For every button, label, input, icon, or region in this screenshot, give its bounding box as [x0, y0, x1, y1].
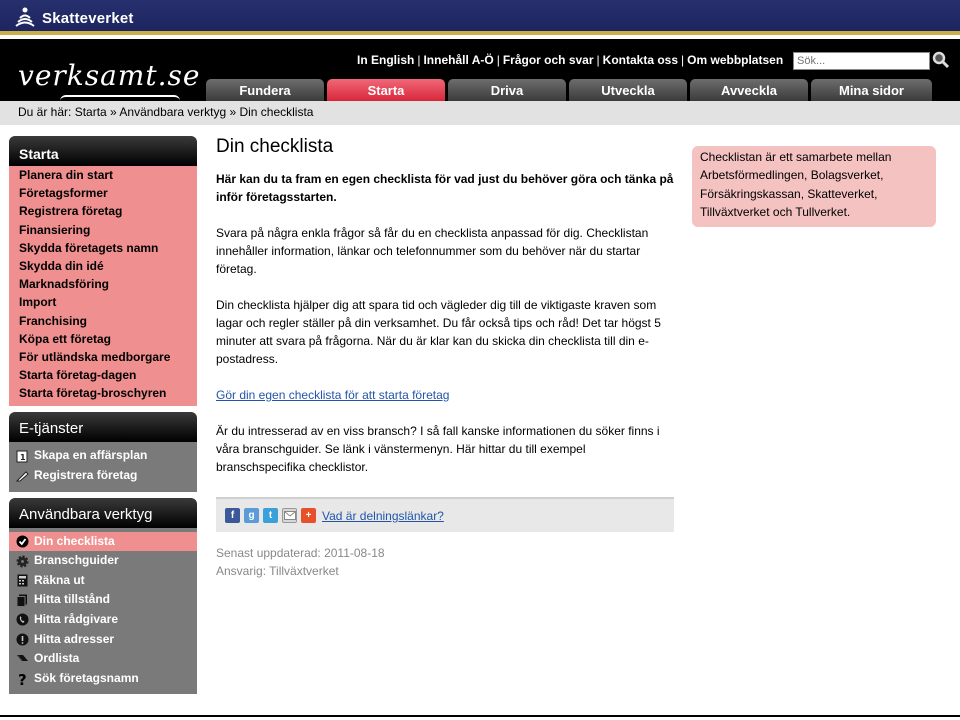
share-bar	[216, 497, 674, 532]
plus-share-icon[interactable]: +	[301, 508, 316, 523]
etjanster-menu-list	[9, 442, 197, 491]
sidebar-item-kopa-foretag[interactable]: Köpa ett företag	[19, 331, 112, 346]
sidebar-item-foretagsformer[interactable]: Företagsformer	[19, 186, 108, 201]
verktyg-menu-title: Användbara verktyg	[9, 498, 197, 528]
google-icon[interactable]: g	[244, 508, 259, 523]
sidebar	[9, 136, 197, 700]
sidebar-item-hitta-adresser[interactable]	[9, 630, 197, 650]
responsible: Ansvarig: Tillväxtverket	[216, 564, 339, 578]
sidebar-item-label: Hitta adresser	[34, 631, 115, 646]
starta-menu-list	[9, 166, 197, 406]
twitter-icon[interactable]: t	[263, 508, 278, 523]
calculator-icon	[15, 574, 29, 588]
etjanster-menu	[9, 412, 197, 491]
sidebar-item-label: Din checklista	[34, 533, 115, 548]
check-icon	[15, 534, 29, 548]
sidebar-item-din-checklista[interactable]	[9, 532, 197, 552]
separator: |	[496, 53, 500, 67]
pin-icon	[15, 632, 29, 646]
separator: |	[681, 53, 685, 67]
documents-icon	[15, 593, 29, 607]
sidebar-item-rakna-ut[interactable]	[9, 571, 197, 591]
sidebar-item-label: Räkna ut	[34, 572, 85, 587]
skatteverket-bar	[0, 0, 960, 35]
verktyg-menu-list	[9, 528, 197, 695]
sidebar-item-label: Hitta tillstånd	[34, 592, 111, 607]
sidebar-item-broschyren[interactable]: Starta företag-broschyren	[19, 386, 167, 401]
sidebar-item-branschguider[interactable]	[9, 551, 197, 571]
intro-text: Här kan du ta fram en egen checklista för vad just du behöver göra och tänka på inför företagsstarten.	[216, 172, 674, 204]
starta-menu	[9, 136, 197, 406]
sidebar-item-hitta-radgivare[interactable]	[9, 610, 197, 630]
skatteverket-name: Skatteverket	[42, 9, 134, 27]
search-icon[interactable]	[932, 51, 950, 69]
paragraph-2: Din checklista hjälper dig att spara tid och vägleder dig till de viktigaste kraven som lagar och regler ställer på din verksamhet. Du får också tips och råd! Det tar högst 5 minuter att svara på frågorna. När du är klar kan du skicka din checklista till din e-postadress.	[216, 298, 661, 366]
email-icon[interactable]	[282, 508, 297, 523]
pen-icon	[15, 469, 29, 483]
sidebar-item-label: Hitta rådgivare	[34, 612, 119, 626]
sidebar-item-registrera[interactable]: Registrera företag	[19, 204, 123, 219]
tab-mina-sidor[interactable]: Mina sidor	[811, 79, 932, 101]
sidebar-item-label: Ordlista	[34, 651, 80, 666]
sidebar-item-affarsplan[interactable]	[9, 446, 197, 466]
tab-fundera[interactable]: Fundera	[206, 79, 324, 101]
sidebar-item-planera[interactable]: Planera din start	[19, 168, 114, 182]
svg-text:?: ?	[17, 671, 27, 686]
sidebar-item-utlandska[interactable]: För utländska medborgare	[19, 349, 171, 364]
tab-utveckla[interactable]: Utveckla	[569, 79, 687, 101]
sidebar-item-import[interactable]: Import	[19, 295, 57, 310]
main-content	[216, 136, 674, 578]
top-link-english[interactable]: In English	[357, 53, 415, 67]
starta-menu-title[interactable]: Starta	[9, 136, 197, 166]
question-icon	[15, 672, 29, 686]
sidebar-item-label: Branschguider	[34, 553, 119, 568]
top-link-faq[interactable]: Frågor och svar	[502, 53, 594, 67]
info-box: Checklistan är ett samarbete mellan Arbetsförmedlingen, Bolagsverket, Försäkringskassan, Skatteverket, Tillväxtverket och Tullverket.	[692, 146, 936, 227]
phone-icon	[15, 613, 29, 627]
sidebar-item-label: Registrera företag	[34, 468, 138, 483]
top-links	[357, 53, 783, 67]
search-input[interactable]	[793, 52, 930, 70]
tab-driva[interactable]: Driva	[448, 79, 566, 101]
top-link-contact[interactable]: Kontakta oss	[602, 53, 679, 67]
tab-avveckla[interactable]: Avveckla	[690, 79, 808, 101]
site-header	[0, 39, 960, 101]
top-link-about[interactable]: Om webbplatsen	[687, 53, 784, 67]
document-icon	[15, 449, 29, 463]
gear-icon	[15, 554, 29, 568]
skatteverket-logo[interactable]	[12, 5, 134, 31]
main-nav	[206, 79, 932, 101]
bottom-divider	[0, 715, 960, 717]
svg-text:1: 1	[20, 452, 26, 462]
sidebar-item-finansiering[interactable]: Finansiering	[19, 222, 91, 237]
verktyg-menu	[9, 498, 197, 695]
sidebar-item-registrera-foretag[interactable]	[9, 466, 197, 486]
page-title: Din checklista	[216, 136, 334, 157]
tab-starta[interactable]: Starta	[327, 79, 445, 101]
verksamt-logo[interactable]: verksamt.se	[18, 59, 201, 92]
sidebar-item-starta-dagen[interactable]: Starta företag-dagen	[19, 368, 137, 383]
sidebar-item-sok-foretagsnamn[interactable]	[9, 669, 197, 689]
sidebar-item-marknadsforing[interactable]: Marknadsföring	[19, 277, 110, 292]
checklist-link[interactable]: Gör din egen checklista för att starta företag	[216, 388, 450, 402]
updated-date: Senast uppdaterad: 2011-08-18	[216, 546, 385, 560]
page-meta	[216, 544, 385, 580]
sidebar-item-skydda-namn[interactable]: Skydda företagets namn	[19, 240, 159, 255]
sidebar-item-franchising[interactable]: Franchising	[19, 313, 88, 328]
separator: |	[596, 53, 600, 67]
paragraph-1: Svara på några enkla frågor så får du en checklista anpassad för dig. Checklistan innehåller information, länkar och telefonnummer som du behöver när du startar företag.	[216, 226, 649, 276]
skatteverket-crown-icon	[12, 5, 38, 31]
top-link-index[interactable]: Innehåll A-Ö	[423, 53, 494, 67]
sidebar-item-label: Skapa en affärsplan	[34, 448, 148, 463]
etjanster-menu-title: E-tjänster	[9, 412, 197, 442]
book-icon	[15, 652, 29, 666]
share-info-link[interactable]: Vad är delningslänkar?	[322, 508, 444, 523]
sidebar-item-skydda-ide[interactable]: Skydda din idé	[19, 258, 104, 273]
paragraph-3: Är du intresserad av en viss bransch? I så fall kanske informationen du söker finns i våra branschguider. Se länk i vänstermenyn. Här hittar du till exempel branschspecifika checklistor.	[216, 424, 660, 474]
facebook-icon[interactable]: f	[225, 508, 240, 523]
sidebar-item-hitta-tillstand[interactable]	[9, 590, 197, 610]
sidebar-item-label: Sök företagsnamn	[34, 670, 139, 685]
sidebar-item-ordlista[interactable]	[9, 649, 197, 669]
breadcrumb[interactable]: Du är här: Starta » Användbara verktyg » Din checklista	[0, 101, 960, 125]
separator: |	[417, 53, 421, 67]
